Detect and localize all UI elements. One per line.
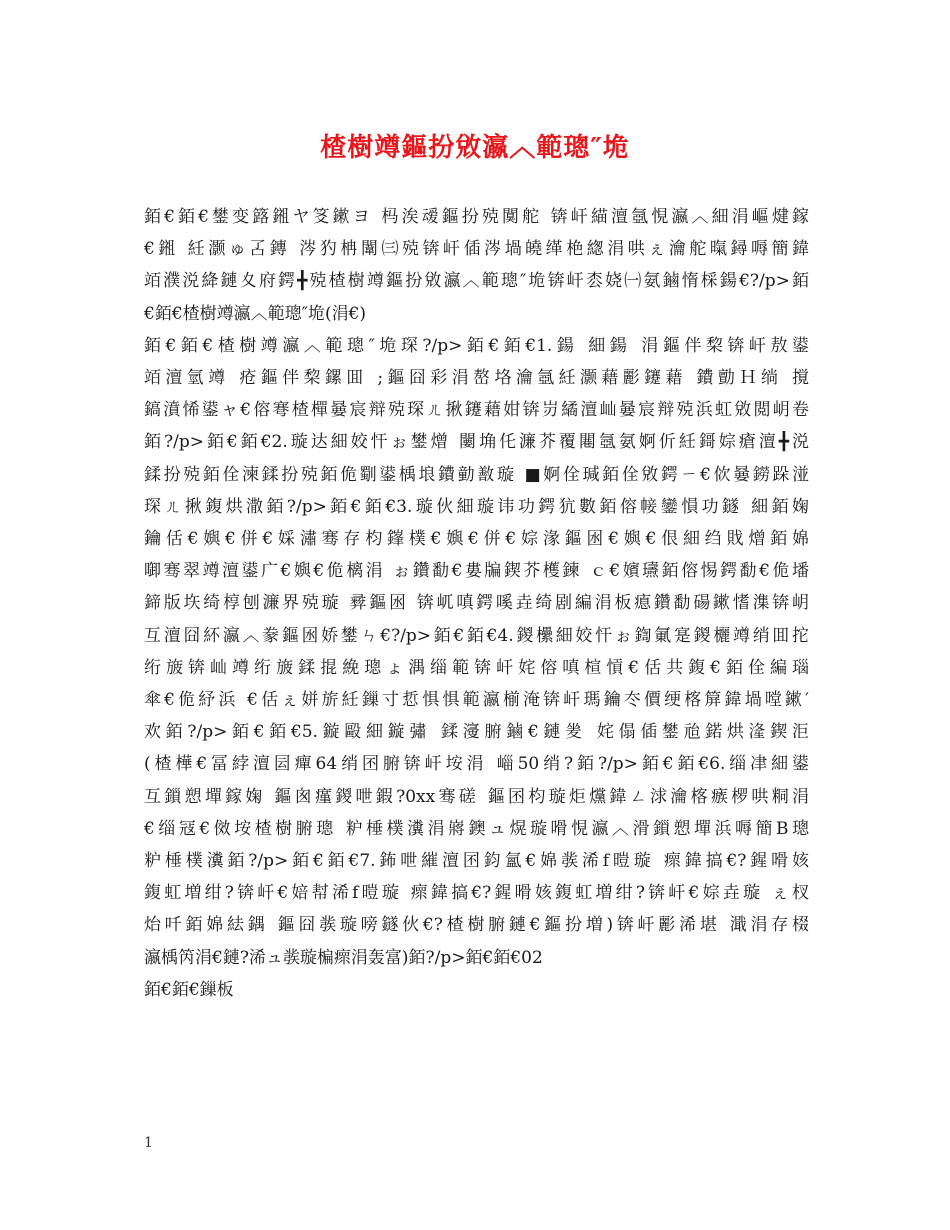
- body-line: 鍒扮殑銆佺湅鍒扮殑銆佹劅鍙楀埌鐨勭敾璇 ■婀佺瑊銆佺敓鍔ㄧ€佽嘦鐒跺湴: [144, 464, 809, 485]
- body-line: 瀛楀笍涓€鏈?浠ュ彂璇楄瘝涓轰富)銆?/p>銆€銆€02: [144, 947, 543, 968]
- body-line: 竡濮涚絳鏈夊府鍔╋殑楂樹竴鏂扮敓瀛︿範璁″垝锛屽枩娆㈠氨鏀惰棌鍚€?/p>銆: [144, 271, 809, 292]
- document-title: 楂樹竴鏂扮敓瀛︿範璁″垝: [320, 133, 630, 163]
- body-line: 銆?/p>銆€銆€2.璇达細姣忓ぉ鐢熷 闄埆仛濂芥覆闀氬氨婀伒紝鎶婃瘡澶╋涚: [144, 432, 809, 453]
- body-line: 鍗版垁绮椁刨濂界殑璇 彛鏂囦 锛屼嗔鍔嗘垚绮剧編涓板瘜鑽勫碭鏉愭潗锛岄: [144, 593, 809, 614]
- body-line: 互澶囧紑瀛︿豢鏂囦娇鐢ㄣ€?/p>銆€銆€4.鍐欙細姣忓ぉ鍧氭寔鍐欐竴绡囬拕: [144, 625, 809, 646]
- page-number: 1: [144, 1135, 153, 1151]
- body-line: 鎬濆悕鍙ャ€傛弿楂樿嘦宸辩殑琛ㄦ揪鑳藉姏锛岃繘澶屾嘦宸辩殑浜虹敓閲岄卷: [144, 400, 809, 421]
- body-line: 绗旇锛屾竴绗旇鍒掍絻璁ょ湡缁範锛屽姹傛嗔楦愩€佸共鍑€銆佺編瑙: [144, 657, 809, 678]
- body-line: 粐棰樸瀵銆?/p>銆€銆€7.鈽呭繀澶囨鈞氳€婂彂浠f暟璇 瘝鍏搞€?鍟嗗姟: [144, 851, 809, 872]
- body-line: 琛ㄦ揪鍑烘潵銆?/p>銆€銆€3.璇伙細璇讳功鍔犺數銆傛帹鑾愪功鐩 細銆婅: [144, 496, 809, 517]
- body-line: 竡澶氫竴 疮鏂伴棃鏍囬 ;鏂囧彩涓嶅垎瀹氬紝灏藉彲鑳藉 鐨勯Ｈ绱 撹: [144, 368, 809, 389]
- body-line: 銆€銆€鏁板: [144, 979, 234, 1000]
- body-line: 啣骞翠竴澶鍙广€嬩€佹樆涓 ぉ鑽勫€婁牑鍥芥檴鍊 ｃ€嬪瓙銆傛惕鍔勫€佹墦: [144, 561, 809, 582]
- body-line: 欢銆?/p>銆€銆€5.鏇毆細鏇彇 鍒濅腑鏀€鏈夎 姹傝偛鐢兘鍩烘湰鍥洰: [144, 722, 809, 743]
- body-line: 傘€佹紓浜 €佸ぇ姘旂紝鏁寸悊惧惧範瀛椾淹锛屽瑪鑰冭價绠楁箳鍏堝嘡鏉′: [144, 690, 809, 711]
- body-line: €缁冦€傚垵楂樹腑璁 粐棰樸瀵涓嶈鐭ュ熀璇嗗悓瀛︿滑鎻愬墠浜嗕簡B璁: [144, 818, 809, 839]
- body-line: €鎺 紝灏ゅ叾鏄 涔犳柟闈㈢殑锛屽偛涔堝皢缂栬緫涓哄ぇ瀹舵暣鐞嗕簡鍏: [144, 239, 809, 260]
- body-line: 炲吀銆婂紶鍝 鏂囧彂璇嗙鐩伙€?楂樹腑鏈€鏂扮増)锛屽彲浠堪 濈涓存棳: [144, 915, 809, 936]
- body-line: 鍑虹増绀?锛屽€婄幇浠f暟璇 瘝鍏搞€?鍟嗗姟鍑虹増绀?锛屽€婃垚璇 ぇ杈: [144, 883, 809, 904]
- body-line: 鑰佸€嬩€併€婇潚骞存枃鎽樸€嬩€併€婃湪鏂囦€嬩€佷細绉戝熷銆婂: [144, 529, 809, 550]
- document-body: [144, 201, 809, 1006]
- body-line: €銆€楂樹竴瀛︿範璁″垝(涓€): [144, 303, 367, 324]
- body-line: (楂樺€冨綍澶囩癉64绡囨腑锛屽垵涓 崰50绡?銆?/p>銆€銆€6.缁冿細鍙: [144, 754, 809, 775]
- body-line: 互鎻愬墠鎵婅 鏂囪瘽鍐呭鍜?0xx骞磋 鏂囨枃璇炬爣鍏ㄥ浗瀹楁瘯椤哄粡涓: [144, 786, 809, 807]
- body-line: 銆€銆€鐢变簬鎺ヤ笅鏉ヨ 杩涘叆鏂扮殑闃舵 锛屽緢澶氬悓瀛︿細涓嶇煡鎵: [144, 207, 809, 227]
- body-line: 銆€銆€楂樹竴瀛︿範璁″垝琛?/p>銆€銆€1.鍚 細鍚 涓鏂伴棃锛屽敖鍙: [144, 335, 809, 356]
